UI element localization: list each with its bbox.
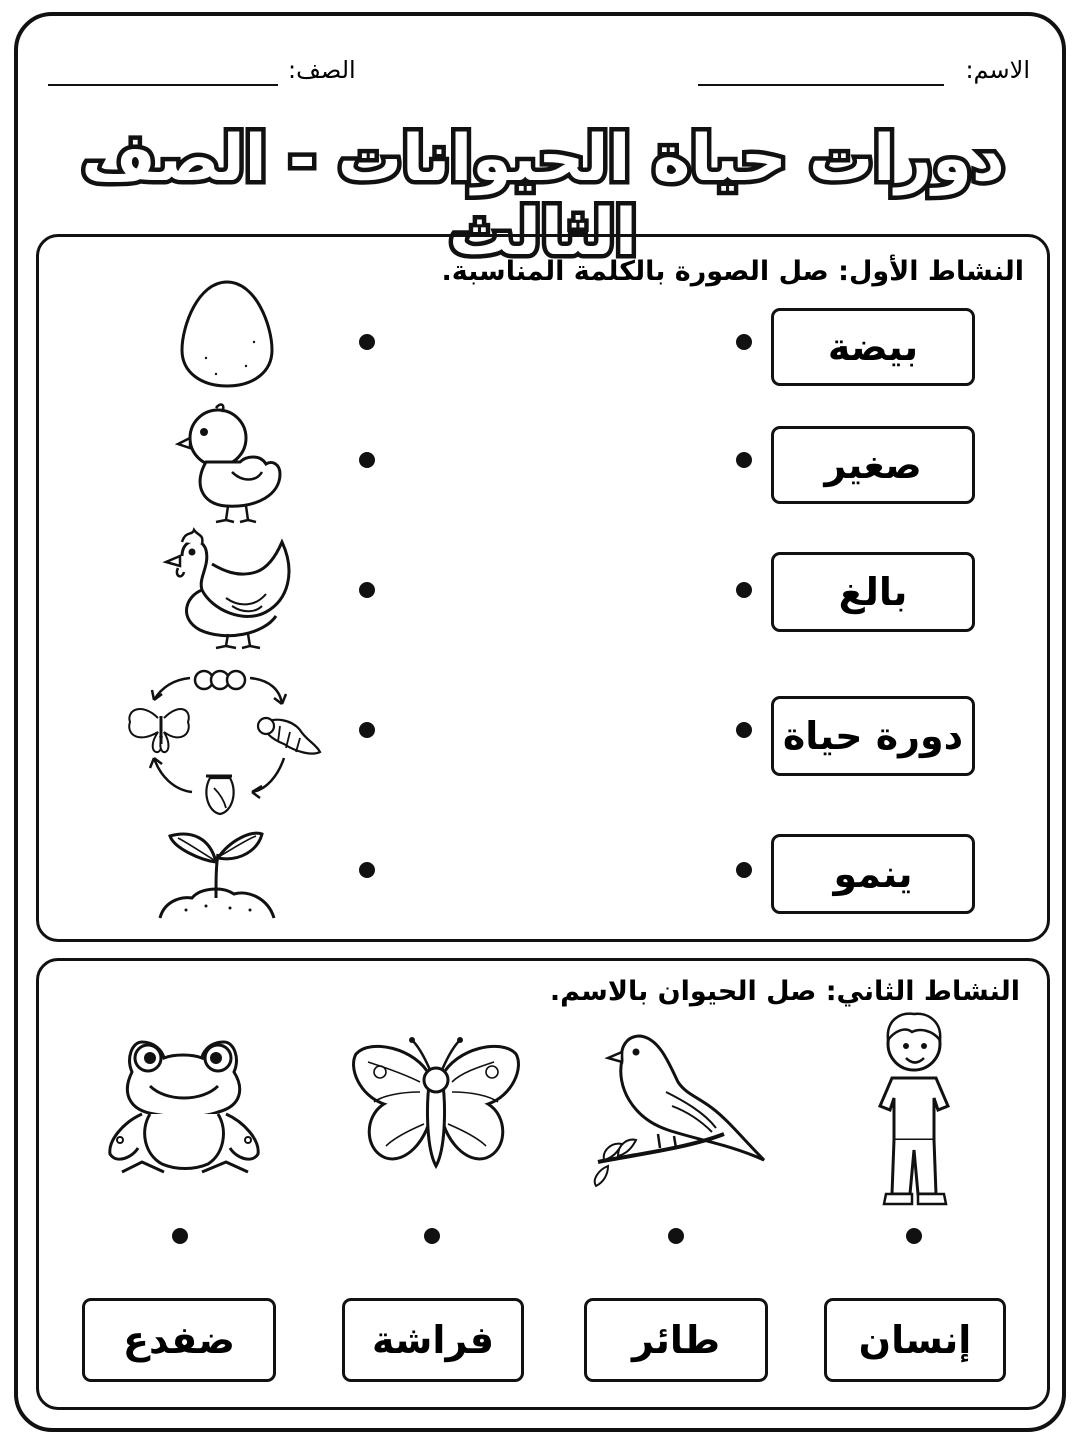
activity1-instruction: النشاط الأول: صل الصورة بالكلمة المناسبة. <box>441 256 1024 287</box>
frog-icon <box>102 1022 266 1182</box>
word-box-young[interactable]: صغير <box>771 426 975 504</box>
word-box-life-cycle[interactable]: دورة حياة <box>771 696 975 776</box>
activity1-word-dot[interactable] <box>736 862 752 878</box>
egg-icon <box>176 278 278 390</box>
boy-icon <box>872 1010 954 1208</box>
activity1-picture-dot[interactable] <box>359 862 375 878</box>
class-field[interactable] <box>48 84 278 86</box>
activity1-word-dot[interactable] <box>736 582 752 598</box>
word-box-grows[interactable]: ينمو <box>771 834 975 914</box>
word-box-frog[interactable]: ضفدع <box>82 1298 276 1382</box>
word-box-egg[interactable]: بيضة <box>771 308 975 386</box>
activity1-word-dot[interactable] <box>736 452 752 468</box>
activity2-picture-dot[interactable] <box>172 1228 188 1244</box>
activity2-instruction: النشاط الثاني: صل الحيوان بالاسم. <box>549 976 1020 1007</box>
activity2-picture-dot[interactable] <box>668 1228 684 1244</box>
activity2-picture-dot[interactable] <box>906 1228 922 1244</box>
butterfly-life-cycle-icon <box>124 660 324 820</box>
word-box-human[interactable]: إنسان <box>824 1298 1006 1382</box>
activity1-word-dot[interactable] <box>736 722 752 738</box>
activity1-picture-dot[interactable] <box>359 722 375 738</box>
butterfly-icon <box>350 1032 522 1172</box>
bird-icon <box>588 1030 770 1186</box>
name-label: الاسم: <box>965 56 1030 84</box>
name-field[interactable] <box>698 84 944 86</box>
chick-icon <box>176 402 286 526</box>
activity1-word-dot[interactable] <box>736 334 752 350</box>
word-box-bird[interactable]: طائر <box>584 1298 768 1382</box>
word-box-butterfly[interactable]: فراشة <box>342 1298 524 1382</box>
hen-icon <box>156 526 298 650</box>
activity2-picture-dot[interactable] <box>424 1228 440 1244</box>
word-box-adult[interactable]: بالغ <box>771 552 975 632</box>
sprout-icon <box>156 826 280 920</box>
page-title: دورات حياة الحيوانات - الصف الثالث <box>81 122 1005 270</box>
activity1-picture-dot[interactable] <box>359 452 375 468</box>
class-label: الصف: <box>288 56 356 84</box>
activity1-picture-dot[interactable] <box>359 582 375 598</box>
activity1-picture-dot[interactable] <box>359 334 375 350</box>
